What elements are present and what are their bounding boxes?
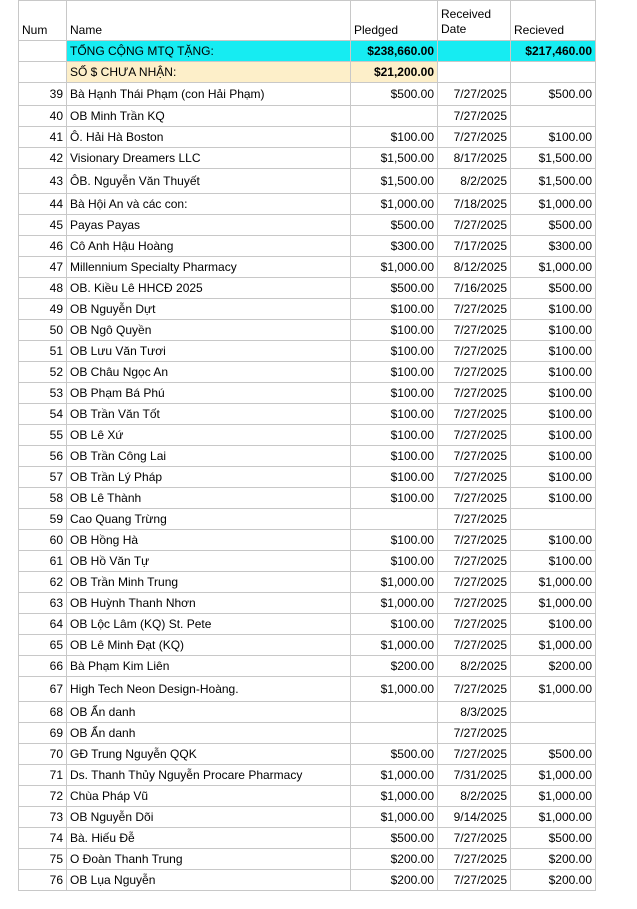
- table-row: [19, 362, 596, 383]
- row-pledged[interactable]: $100.00: [351, 551, 438, 572]
- row-num[interactable]: 53: [19, 383, 67, 404]
- row-name[interactable]: OB Trần Lý Pháp: [67, 467, 351, 488]
- row-num[interactable]: 68: [19, 702, 67, 723]
- row-received-date[interactable]: 7/27/2025: [438, 215, 511, 236]
- table-row: [19, 127, 596, 148]
- row-pledged[interactable]: $500.00: [351, 278, 438, 299]
- row-received[interactable]: $100.00: [511, 127, 596, 148]
- table-row: [19, 593, 596, 614]
- row-pledged[interactable]: $100.00: [351, 488, 438, 509]
- row-received[interactable]: [511, 702, 596, 723]
- row-pledged[interactable]: [351, 509, 438, 530]
- row-name[interactable]: OB Lụa Nguyễn: [67, 870, 351, 891]
- table-row: [19, 551, 596, 572]
- table-row: [19, 83, 596, 106]
- table-row: [19, 467, 596, 488]
- row-pledged[interactable]: $1,000.00: [351, 765, 438, 786]
- row-pledged[interactable]: $100.00: [351, 341, 438, 362]
- row-pledged[interactable]: $100.00: [351, 467, 438, 488]
- row-pledged[interactable]: $1,000.00: [351, 257, 438, 278]
- row-received[interactable]: $100.00: [511, 362, 596, 383]
- row-received[interactable]: $100.00: [511, 446, 596, 467]
- row-num[interactable]: 63: [19, 593, 67, 614]
- row-name[interactable]: OB Nguyễn Dõi: [67, 807, 351, 828]
- total-pledged[interactable]: $238,660.00: [351, 41, 438, 62]
- row-received[interactable]: $1,000.00: [511, 635, 596, 656]
- table-row: [19, 341, 596, 362]
- table-row: [19, 786, 596, 807]
- row-received-date[interactable]: 7/27/2025: [438, 106, 511, 127]
- row-received[interactable]: $300.00: [511, 236, 596, 257]
- row-pledged[interactable]: $500.00: [351, 744, 438, 765]
- row-num[interactable]: 66: [19, 656, 67, 677]
- table-row: [19, 299, 596, 320]
- row-received[interactable]: $1,000.00: [511, 786, 596, 807]
- row-received-date[interactable]: 7/27/2025: [438, 614, 511, 635]
- row-name[interactable]: Millennium Specialty Pharmacy: [67, 257, 351, 278]
- row-pledged[interactable]: $500.00: [351, 215, 438, 236]
- table-row: [19, 656, 596, 677]
- row-received[interactable]: $1,000.00: [511, 765, 596, 786]
- row-num[interactable]: 59: [19, 509, 67, 530]
- row-num[interactable]: 75: [19, 849, 67, 870]
- row-pledged[interactable]: $200.00: [351, 849, 438, 870]
- table-row: [19, 257, 596, 278]
- row-num[interactable]: 65: [19, 635, 67, 656]
- row-pledged[interactable]: $1,500.00: [351, 169, 438, 194]
- row-received-date[interactable]: 8/12/2025: [438, 257, 511, 278]
- donor-table: [18, 0, 596, 891]
- row-received[interactable]: $100.00: [511, 341, 596, 362]
- row-name[interactable]: Visionary Dreamers LLC: [67, 148, 351, 169]
- row-name[interactable]: Cô Anh Hậu Hoàng: [67, 236, 351, 257]
- row-received-date[interactable]: 7/27/2025: [438, 83, 511, 106]
- row-pledged[interactable]: $1,500.00: [351, 148, 438, 169]
- row-name[interactable]: Bà Phạm Kim Liên: [67, 656, 351, 677]
- row-name[interactable]: Ô. Hải Hà Boston: [67, 127, 351, 148]
- row-received-date[interactable]: 7/27/2025: [438, 870, 511, 891]
- row-name[interactable]: OB Lê Thành: [67, 488, 351, 509]
- row-received[interactable]: $1,000.00: [511, 257, 596, 278]
- table-row: [19, 446, 596, 467]
- row-name[interactable]: OB Hồ Văn Tự: [67, 551, 351, 572]
- row-name[interactable]: OB Châu Ngọc An: [67, 362, 351, 383]
- row-received-date[interactable]: 7/27/2025: [438, 828, 511, 849]
- row-name[interactable]: OB Lê Minh Đạt (KQ): [67, 635, 351, 656]
- row-received-date[interactable]: 7/27/2025: [438, 467, 511, 488]
- row-num[interactable]: 62: [19, 572, 67, 593]
- row-pledged[interactable]: $100.00: [351, 530, 438, 551]
- pending-pledged[interactable]: $21,200.00: [351, 62, 438, 83]
- row-received[interactable]: [511, 509, 596, 530]
- row-received[interactable]: $200.00: [511, 849, 596, 870]
- row-received[interactable]: $200.00: [511, 870, 596, 891]
- row-name[interactable]: OB Phạm Bá Phú: [67, 383, 351, 404]
- row-received-date[interactable]: 7/27/2025: [438, 849, 511, 870]
- row-num[interactable]: 52: [19, 362, 67, 383]
- table-row: [19, 106, 596, 127]
- table-row: [19, 530, 596, 551]
- row-received-date[interactable]: 7/27/2025: [438, 677, 511, 702]
- row-received[interactable]: $100.00: [511, 320, 596, 341]
- row-received[interactable]: $500.00: [511, 278, 596, 299]
- row-received-date[interactable]: 7/27/2025: [438, 446, 511, 467]
- row-num[interactable]: 60: [19, 530, 67, 551]
- row-name[interactable]: GĐ Trung Nguyễn QQK: [67, 744, 351, 765]
- row-received[interactable]: $500.00: [511, 83, 596, 106]
- row-received[interactable]: [511, 106, 596, 127]
- row-received-date[interactable]: 7/27/2025: [438, 404, 511, 425]
- row-pledged[interactable]: $1,000.00: [351, 593, 438, 614]
- table-row: [19, 320, 596, 341]
- row-num[interactable]: 42: [19, 148, 67, 169]
- row-received-date[interactable]: 7/31/2025: [438, 765, 511, 786]
- total-received[interactable]: $217,460.00: [511, 41, 596, 62]
- row-num[interactable]: 73: [19, 807, 67, 828]
- row-received[interactable]: $100.00: [511, 299, 596, 320]
- row-received[interactable]: $500.00: [511, 828, 596, 849]
- row-received-date[interactable]: 7/27/2025: [438, 723, 511, 744]
- row-num[interactable]: 49: [19, 299, 67, 320]
- row-received[interactable]: $1,500.00: [511, 169, 596, 194]
- table-row: [19, 702, 596, 723]
- row-pledged[interactable]: [351, 702, 438, 723]
- table-row: [19, 383, 596, 404]
- row-received[interactable]: $100.00: [511, 551, 596, 572]
- row-name[interactable]: OB Trần Công Lai: [67, 446, 351, 467]
- row-received-date[interactable]: 8/17/2025: [438, 148, 511, 169]
- row-received-date[interactable]: 7/27/2025: [438, 127, 511, 148]
- row-num[interactable]: 40: [19, 106, 67, 127]
- row-received-date[interactable]: 7/27/2025: [438, 488, 511, 509]
- row-received[interactable]: $100.00: [511, 614, 596, 635]
- row-received-date[interactable]: 9/14/2025: [438, 807, 511, 828]
- row-pledged[interactable]: $100.00: [351, 425, 438, 446]
- row-name[interactable]: OB. Kiều Lê HHCĐ 2025: [67, 278, 351, 299]
- row-received-date[interactable]: 7/27/2025: [438, 299, 511, 320]
- row-received-date[interactable]: 7/27/2025: [438, 425, 511, 446]
- row-pledged[interactable]: $500.00: [351, 83, 438, 106]
- row-pledged[interactable]: $100.00: [351, 383, 438, 404]
- table-row: [19, 635, 596, 656]
- row-name[interactable]: OB Ẩn danh: [67, 723, 351, 744]
- row-num[interactable]: 69: [19, 723, 67, 744]
- table-row: [19, 488, 596, 509]
- total-date-cell[interactable]: [438, 41, 511, 62]
- row-received[interactable]: $1,000.00: [511, 807, 596, 828]
- row-num[interactable]: 39: [19, 83, 67, 106]
- row-name[interactable]: OB Trần Văn Tốt: [67, 404, 351, 425]
- row-name[interactable]: Bà. Hiếu Đễ: [67, 828, 351, 849]
- row-name[interactable]: OB Lê Xứ: [67, 425, 351, 446]
- row-received-date[interactable]: 7/27/2025: [438, 509, 511, 530]
- row-pledged[interactable]: $100.00: [351, 320, 438, 341]
- row-received-date[interactable]: 7/18/2025: [438, 194, 511, 215]
- row-num[interactable]: 61: [19, 551, 67, 572]
- row-name[interactable]: Bà Hội An và các con:: [67, 194, 351, 215]
- row-received-date[interactable]: 7/16/2025: [438, 278, 511, 299]
- table-row: [19, 828, 596, 849]
- row-pledged[interactable]: $1,000.00: [351, 807, 438, 828]
- row-received[interactable]: $100.00: [511, 467, 596, 488]
- table-row: [19, 509, 596, 530]
- row-received[interactable]: $100.00: [511, 425, 596, 446]
- row-received-date[interactable]: 7/27/2025: [438, 744, 511, 765]
- row-received-date[interactable]: 7/27/2025: [438, 362, 511, 383]
- row-received-date[interactable]: 7/17/2025: [438, 236, 511, 257]
- row-received[interactable]: $100.00: [511, 488, 596, 509]
- row-pledged[interactable]: $1,000.00: [351, 572, 438, 593]
- table-row: [19, 870, 596, 891]
- row-received[interactable]: $100.00: [511, 530, 596, 551]
- row-received[interactable]: $1,000.00: [511, 677, 596, 702]
- row-received[interactable]: $500.00: [511, 215, 596, 236]
- row-num[interactable]: 58: [19, 488, 67, 509]
- row-name[interactable]: Ds. Thanh Thủy Nguyễn Procare Pharmacy: [67, 765, 351, 786]
- row-received[interactable]: $1,500.00: [511, 148, 596, 169]
- row-pledged[interactable]: $200.00: [351, 870, 438, 891]
- row-pledged[interactable]: $100.00: [351, 127, 438, 148]
- row-pledged[interactable]: $100.00: [351, 404, 438, 425]
- row-name[interactable]: Bà Hạnh Thái Phạm (con Hải Phạm): [67, 83, 351, 106]
- header-name[interactable]: Name: [67, 1, 351, 41]
- row-num[interactable]: 70: [19, 744, 67, 765]
- row-received[interactable]: $200.00: [511, 656, 596, 677]
- row-num[interactable]: 67: [19, 677, 67, 702]
- row-received-date[interactable]: 8/2/2025: [438, 786, 511, 807]
- pending-label[interactable]: SỐ $ CHƯA NHẬN:: [67, 62, 351, 83]
- header-received[interactable]: Recieved: [511, 1, 596, 41]
- row-received-date[interactable]: 7/27/2025: [438, 593, 511, 614]
- row-pledged[interactable]: [351, 723, 438, 744]
- table-row: [19, 849, 596, 870]
- row-num[interactable]: 76: [19, 870, 67, 891]
- header-num[interactable]: Num: [19, 1, 67, 41]
- row-pledged[interactable]: [351, 106, 438, 127]
- row-num[interactable]: 64: [19, 614, 67, 635]
- row-num[interactable]: 41: [19, 127, 67, 148]
- row-pledged[interactable]: $1,000.00: [351, 194, 438, 215]
- row-num[interactable]: 50: [19, 320, 67, 341]
- row-name[interactable]: OB Lưu Văn Tươi: [67, 341, 351, 362]
- row-pledged[interactable]: $200.00: [351, 656, 438, 677]
- row-pledged[interactable]: $100.00: [351, 614, 438, 635]
- row-num[interactable]: 71: [19, 765, 67, 786]
- total-row: [19, 41, 596, 62]
- row-num[interactable]: 56: [19, 446, 67, 467]
- row-received[interactable]: [511, 723, 596, 744]
- row-num[interactable]: 44: [19, 194, 67, 215]
- table-row: [19, 572, 596, 593]
- header-received-date[interactable]: Received Date: [438, 1, 511, 41]
- row-name[interactable]: OB Hồng Hà: [67, 530, 351, 551]
- row-num[interactable]: 48: [19, 278, 67, 299]
- table-row: [19, 278, 596, 299]
- table-row: [19, 236, 596, 257]
- row-pledged[interactable]: $500.00: [351, 828, 438, 849]
- row-name[interactable]: Payas Payas: [67, 215, 351, 236]
- row-received-date[interactable]: 7/27/2025: [438, 341, 511, 362]
- row-pledged[interactable]: $100.00: [351, 446, 438, 467]
- row-num[interactable]: 72: [19, 786, 67, 807]
- row-received-date[interactable]: 7/27/2025: [438, 383, 511, 404]
- row-num[interactable]: 51: [19, 341, 67, 362]
- total-label[interactable]: TỔNG CỘNG MTQ TẶNG:: [67, 41, 351, 62]
- table-row: [19, 425, 596, 446]
- row-received-date[interactable]: 7/27/2025: [438, 530, 511, 551]
- table-row: [19, 194, 596, 215]
- row-pledged[interactable]: $100.00: [351, 362, 438, 383]
- row-received[interactable]: $100.00: [511, 404, 596, 425]
- table-row: [19, 148, 596, 169]
- pending-date-cell[interactable]: [438, 62, 511, 83]
- row-num[interactable]: 55: [19, 425, 67, 446]
- row-received-date[interactable]: 7/27/2025: [438, 551, 511, 572]
- row-num[interactable]: 74: [19, 828, 67, 849]
- row-name[interactable]: OB Trần Minh Trung: [67, 572, 351, 593]
- row-name[interactable]: ÔB. Nguyễn Văn Thuyết: [67, 169, 351, 194]
- row-pledged[interactable]: $100.00: [351, 299, 438, 320]
- row-received-date[interactable]: 8/2/2025: [438, 169, 511, 194]
- row-name[interactable]: OB Nguyễn Dựt: [67, 299, 351, 320]
- table-row: [19, 614, 596, 635]
- row-num[interactable]: 45: [19, 215, 67, 236]
- row-num[interactable]: 54: [19, 404, 67, 425]
- row-num[interactable]: 57: [19, 467, 67, 488]
- pending-row: [19, 62, 596, 83]
- row-name[interactable]: O Đoàn Thanh Trung: [67, 849, 351, 870]
- row-name[interactable]: Cao Quang Trừng: [67, 509, 351, 530]
- table-row: [19, 765, 596, 786]
- row-received-date[interactable]: 8/3/2025: [438, 702, 511, 723]
- table-row: [19, 807, 596, 828]
- row-name[interactable]: OB Minh Trần KQ: [67, 106, 351, 127]
- row-received-date[interactable]: 7/27/2025: [438, 635, 511, 656]
- pending-num-cell[interactable]: [19, 62, 67, 83]
- table-row: [19, 677, 596, 702]
- row-received-date[interactable]: 8/2/2025: [438, 656, 511, 677]
- row-num[interactable]: 46: [19, 236, 67, 257]
- row-pledged[interactable]: $1,000.00: [351, 677, 438, 702]
- row-received-date[interactable]: 7/27/2025: [438, 320, 511, 341]
- row-received-date[interactable]: 7/27/2025: [438, 572, 511, 593]
- pending-received-cell[interactable]: [511, 62, 596, 83]
- row-name[interactable]: OB Lộc Lâm (KQ) St. Pete: [67, 614, 351, 635]
- row-received[interactable]: $1,000.00: [511, 194, 596, 215]
- row-name[interactable]: Chùa Pháp Vũ: [67, 786, 351, 807]
- row-name[interactable]: High Tech Neon Design-Hoàng.: [67, 677, 351, 702]
- total-num-cell[interactable]: [19, 41, 67, 62]
- row-name[interactable]: OB Huỳnh Thanh Nhơn: [67, 593, 351, 614]
- header-row: [19, 1, 596, 41]
- table-row: [19, 404, 596, 425]
- row-name[interactable]: OB Ngô Quyền: [67, 320, 351, 341]
- row-received[interactable]: $100.00: [511, 383, 596, 404]
- header-pledged[interactable]: Pledged: [351, 1, 438, 41]
- row-pledged[interactable]: $1,000.00: [351, 635, 438, 656]
- row-pledged[interactable]: $300.00: [351, 236, 438, 257]
- row-received[interactable]: $500.00: [511, 744, 596, 765]
- row-num[interactable]: 47: [19, 257, 67, 278]
- row-received[interactable]: $1,000.00: [511, 593, 596, 614]
- table-row: [19, 744, 596, 765]
- row-pledged[interactable]: $1,000.00: [351, 786, 438, 807]
- row-num[interactable]: 43: [19, 169, 67, 194]
- table-row: [19, 215, 596, 236]
- table-row: [19, 723, 596, 744]
- row-received[interactable]: $1,000.00: [511, 572, 596, 593]
- table-row: [19, 169, 596, 194]
- row-name[interactable]: OB Ẩn danh: [67, 702, 351, 723]
